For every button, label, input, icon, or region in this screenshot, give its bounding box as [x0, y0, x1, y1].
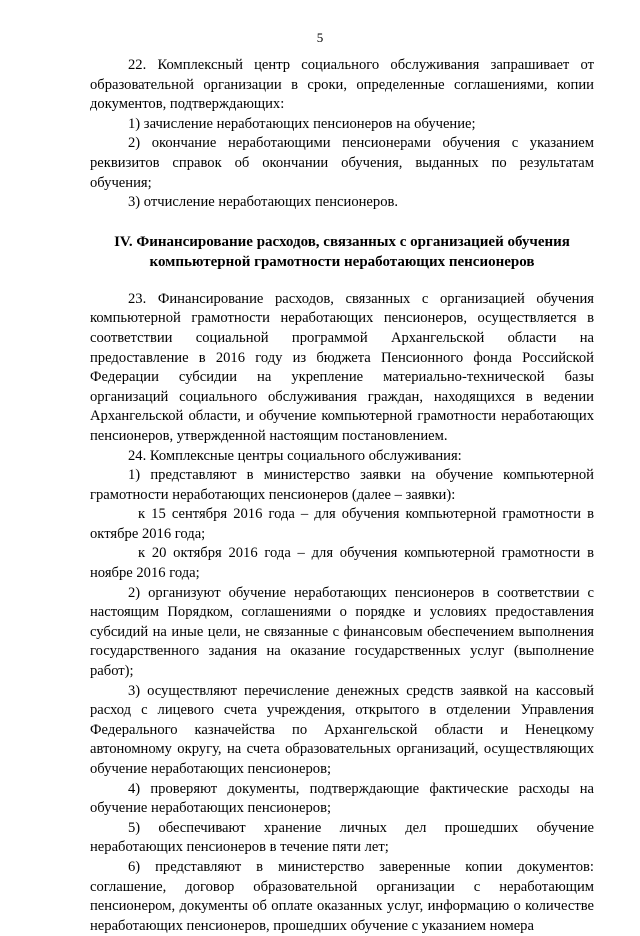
paragraph-24: 24. Комплексные центры социального обслуживания:: [128, 447, 462, 464]
section-heading: IV. Финансирование расходов, связанных с организацией обучения компьютерной грамотности неработающих пенсионеров: [114, 233, 570, 270]
list-item-2: 2) окончание неработающими пенсионерами обучения с указанием реквизитов справок об окончании обучения, выданных по результатам обучения;: [90, 135, 594, 191]
deadline-item-2: к 20 октября 2016 года – для обучения компьютерной грамотности в ноябре 2016 года;: [90, 545, 594, 582]
page-number: 5: [316, 30, 324, 45]
list-item-24-6: 6) представляют в министерство заверенные копии документов: соглашение, договор образовательной организации с неработающим пенсионером, документы об оплате оказанных услуг, информацию о количестве неработающих пенсионеров, прошедших обучение с указанием номера: [90, 858, 594, 934]
list-item-1: 1) зачисление неработающих пенсионеров на обучение;: [128, 115, 476, 132]
paragraph-22: 22. Комплексный центр социального обслуживания запрашивает от образовательной организации в сроки, определенные соглашениями, копии документов, подтверждающих:: [90, 57, 594, 113]
document-body: [90, 56, 594, 936]
list-item-24-5: 5) обеспечивают хранение личных дел прошедших обучение неработающих пенсионеров в течение пяти лет;: [90, 819, 594, 856]
list-item-24-1: 1) представляют в министерство заявки на обучение компьютерной грамотности неработающих пенсионеров (далее – заявки):: [90, 467, 594, 503]
paragraph-23: 23. Финансирование расходов, связанных с организацией обучения компьютерной грамотности неработающих пенсионеров, осуществляется в соответствии социальной программой Архангельской области на предоставление в 2016 году из бюджета Пенсионного фонда Российской Федерации субсидии на укрепление материально-технической базы организаций социального обслуживания граждан, находящихся в ведении Архангельской области, и обучение компьютерной грамотности неработающих пенсионеров, утвержденной настоящим постановлением.: [90, 290, 594, 444]
list-item-24-3: 3) осуществляют перечисление денежных средств заявкой на кассовый расход с лицевого счета учреждения, открытого в отделении Управления Федерального казначейства по Архангельской области и Ненецкому автономному округу, на счета образовательных организаций, осуществляющих обучение неработающих пенсионеров;: [90, 682, 594, 777]
list-item-24-4: 4) проверяют документы, подтверждающие фактические расходы на обучение неработающих пенсионеров;: [90, 780, 594, 817]
deadline-item-1: к 15 сентября 2016 года – для обучения компьютерной грамотности в октябре 2016 года;: [90, 506, 594, 542]
list-item-24-2: 2) организуют обучение неработающих пенсионеров в соответствии с настоящим Порядком, соглашениями о порядке и условиях предоставления субсидий на иные цели, не связанные с финансовым обеспечением выполнения государственного задания на оказание государственных услуг (выполнение работ);: [90, 584, 594, 680]
list-item-3: 3) отчисление неработающих пенсионеров.: [128, 194, 399, 211]
